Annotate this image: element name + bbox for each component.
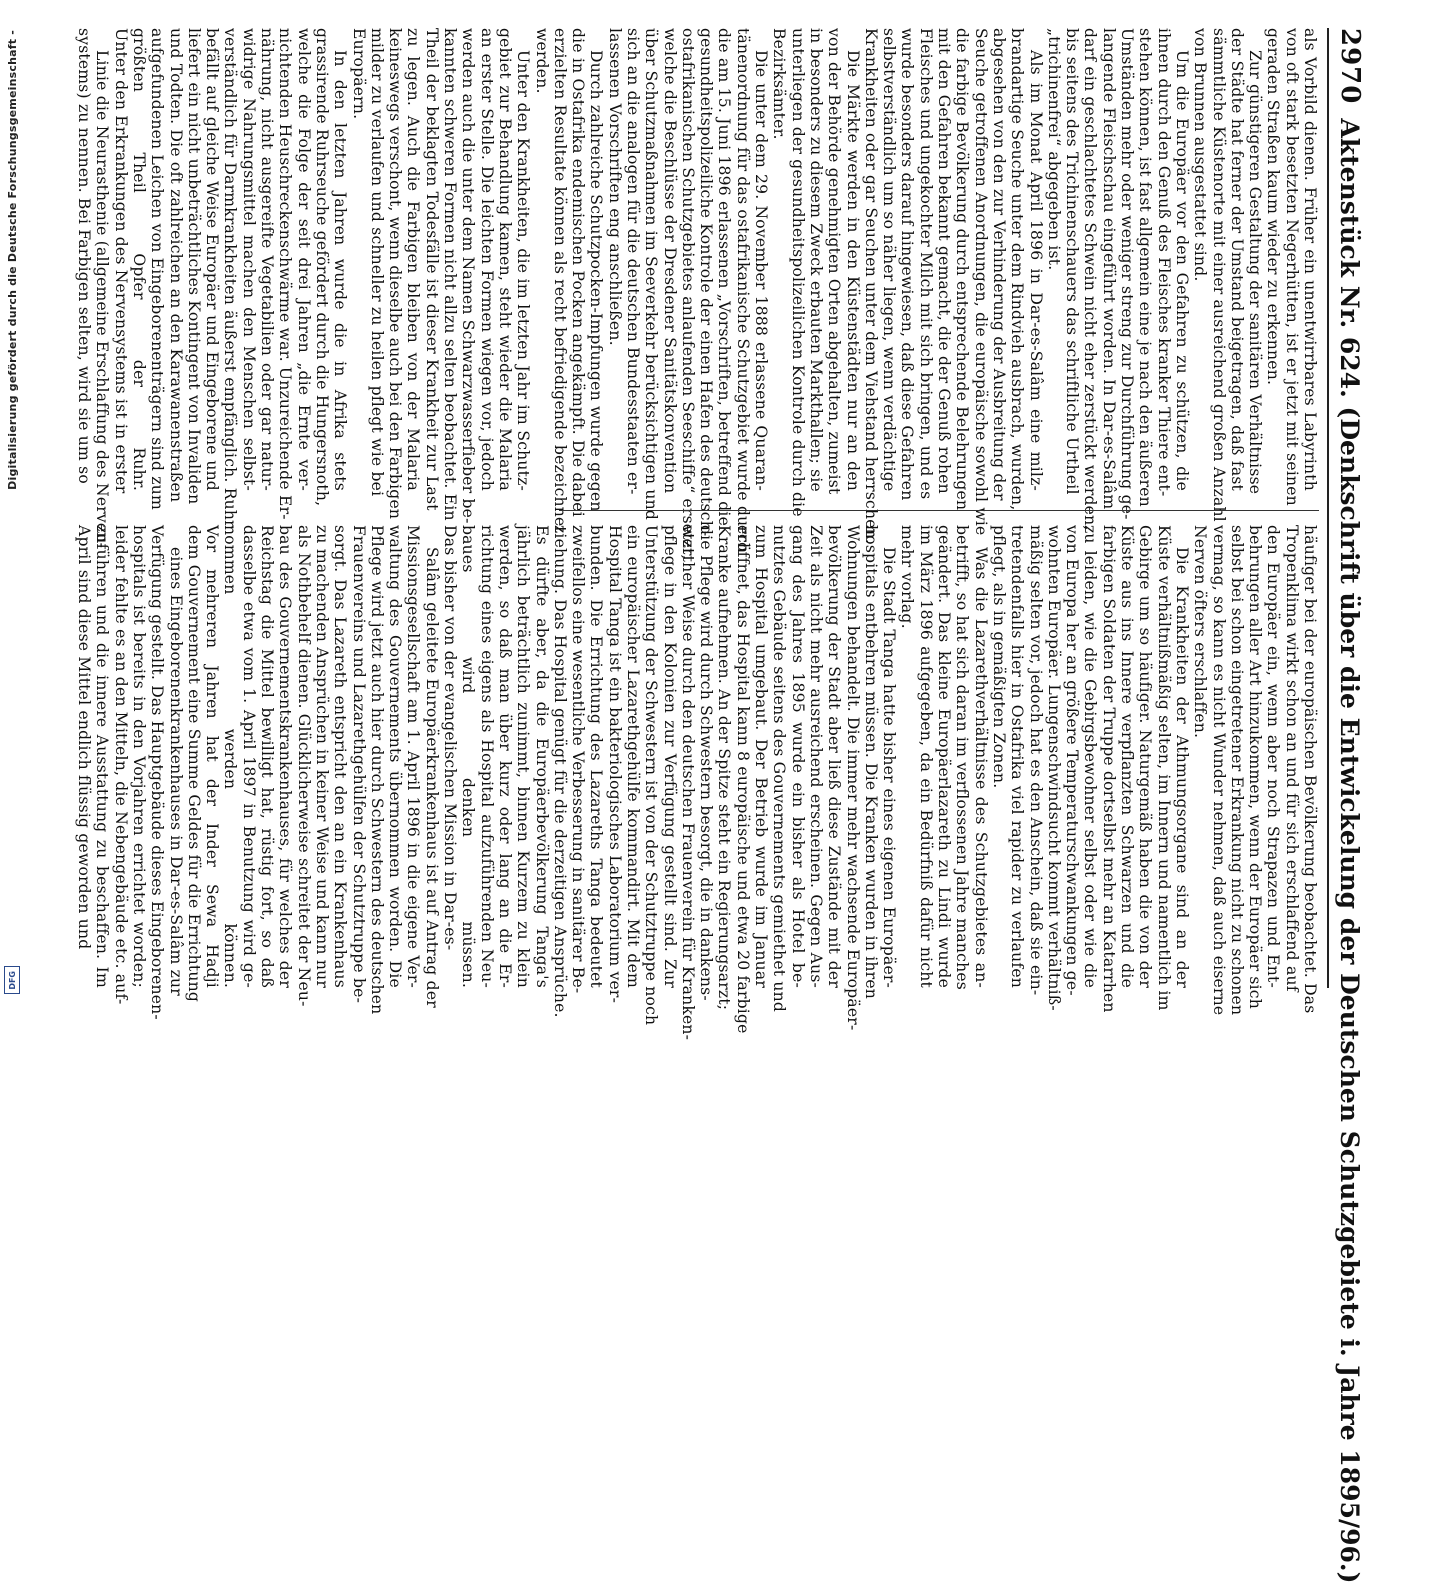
text-line: dasselbe etwa vom 1. April 1897 in Benutzung wird ge- (239, 525, 258, 988)
text-line: die am 15. Juni 1896 erlassenen „Vorschriften, betreffend die (715, 28, 734, 526)
text-line: welche die Beschlüsse der Dresdener Sanitätskonvention (660, 28, 679, 494)
text-line: keineswegs verschont, wenn dieselbe auch bei den Farbigen (386, 28, 405, 520)
text-line: zu legen. Auch die Farbigen bleiben von der Malaria (404, 28, 423, 491)
dfg-logo-text: DFG (7, 970, 17, 990)
text-line: betrifft, so hat sich daran im verflossenen Jahre manches (953, 525, 972, 990)
text-line: sorgt. Das Lazareth entspricht den an ein Krankenhaus (331, 525, 350, 988)
text-line: im März 1896 aufgegeben, da ein Bedürfniß dafür nicht (916, 525, 935, 988)
text-line: ein europäischer Lazarethgehülfe kommandirt. Mit dem (624, 525, 643, 988)
text-line: zweifellos eine wesentliche Verbesserung in sanitärer Be- (569, 525, 588, 994)
text-line: Fleisches und ungekochter Milch mit sich bringen, und es (916, 28, 935, 500)
text-line: wohnten Europäer. Lungenschwindsucht kommt verhältniß- (1044, 525, 1063, 1011)
text-line: Zeit als nicht mehr ausreichend erscheinen. Gegen Aus- (806, 525, 825, 988)
text-line: jährlich beträchtlich zunimmt, binnen Kurzem zu klein (514, 525, 533, 988)
text-line: „trichinenfrei“ abgegeben ist. (1044, 28, 1063, 271)
text-line: von Brunnen ausgestattet sind. (1191, 28, 1210, 282)
text-line: Die unter dem 29. November 1888 erlassene Quaran- (752, 50, 771, 491)
text-line: langende Fleischschau eingeführt worden. In Dar-es-Salâm (1099, 28, 1118, 510)
text-line: Tropenklima wirkt schon an und für sich erschlaffend auf (1282, 525, 1301, 992)
text-line: selbst bei schon eingetretener Erkrankung nicht zu schonen (1227, 525, 1246, 1016)
text-line: wurde besonders darauf hingewiesen, daß diese Gefahren (898, 28, 917, 501)
page-title: Aktenstück Nr. 624. (Denkschrift über die Entwickelung der Deutschen Schutzgebiete i. Jahre 1895/96.) (1335, 118, 1364, 1583)
text-line: Vor mehreren Jahren hat der Inder Sewa Hadji (203, 525, 222, 988)
text-line: tänenordnung für das ostafrikanische Schutzgebiet wurde durch (733, 28, 752, 554)
text-line: mäßig selten vor, jedoch hat es den Anschein, daß sie ein- (1026, 525, 1045, 996)
text-line: eines Eingeborenenkrankenhauses in Dar-es-Salâm zur (166, 547, 185, 996)
text-line: ostafrikanischen Schutzgebietes anlaufenden Seeschiffe“ ersetzt, (678, 28, 697, 560)
text-line: Pflege wird jetzt auch hier durch Schwestern des deutschen (367, 525, 386, 1015)
text-line: ihnen durch den Genuß des Fleisches kranker Thiere ent- (1154, 28, 1173, 497)
digitization-credit (6, 30, 24, 990)
text-line: Salâm geleitete Europäerkrankenhaus ist auf Antrag der (422, 547, 441, 1008)
text-line: bunden. Die Errichtung des Lazareths Tanga bedeutet (587, 525, 606, 988)
text-line: als Vorbild dienen. Früher ein unentwirrbares Labyrinth (1301, 28, 1319, 491)
text-line: Europäern. (349, 28, 368, 120)
text-line: häufiger bei der europäischen Bevölkerung beobachtet. Das (1301, 525, 1319, 1014)
text-line: sämmtliche Küstenorte mit einer ausreichend großen Anzahl (1209, 28, 1228, 522)
text-line: Krankheiten oder gar Seuchen unter dem Viehstand herrschen. (861, 28, 880, 545)
text-line: pflegt, als in gemäßigten Zonen. (989, 525, 1008, 789)
text-line: ziehung. Das Hospital genügt für die derzeitigen Ansprüche. (550, 525, 569, 1018)
page-header (1335, 28, 1377, 1583)
text-line: bis seitens des Trichinenschauers das schriftliche Urtheil (1063, 28, 1082, 495)
text-line: Was die Lazarethverhältnisse des Schutzgebietes an- (971, 547, 990, 988)
text-line: werden. (532, 28, 551, 94)
text-column-left (75, 28, 1319, 560)
text-line: Reichstag die Mittel bewilligt hat, rüstig fort, so daß (258, 525, 277, 988)
text-line: geändert. Das kleine Europäerlazareth zu Lindi wurde (935, 525, 954, 988)
text-line: kannten schweren Formen nicht allzu selten beobachtet. Ein (441, 28, 460, 521)
text-line: erzielten Resultate können als recht befriedigende bezeichnet (550, 28, 569, 533)
text-line: hospitals entbehren müssen. Die Kranken wurden in ihren (861, 525, 880, 1000)
text-line: Die Krankheiten der Athmungsorgane sind an der (1172, 547, 1191, 988)
text-line: verständlich für Darmkrankheiten äußerst empfänglich. Ruhr (221, 28, 240, 528)
text-line: milder zu verlaufen und schneller zu heilen pflegt wie bei (367, 28, 386, 497)
text-line: Um die Europäer vor den Gefahren zu schützen, die (1172, 50, 1191, 491)
text-line: Als im Monat April 1896 in Dar-es-Salâm eine milz- (1026, 50, 1045, 491)
text-line: Nerven öfters erschlaffen. (1191, 525, 1210, 739)
text-line: April sind diese Mittel endlich flüssig geworden und (75, 525, 94, 950)
text-line: bevölkerung der Stadt aber ließ diese Zustände mit der (825, 525, 844, 988)
text-line: aufgefundenen Leichen von Eingeborenenträgern sind zum (148, 28, 167, 510)
text-line: pflege in den Kolonien zur Verfügung gestellt sind. Zur (660, 525, 679, 988)
text-line: Linie die Neurasthenie (allgemeine Erschlaffung des Nerven- (93, 50, 112, 549)
text-line: waltung des Gouvernements übernommen worden. Die (386, 525, 405, 988)
text-line: Zur günstigeren Gestaltung der sanitären Verhältnisse (1246, 50, 1265, 495)
text-line: behrungen aller Art hinzukommen, wenn der Europäer sich (1246, 525, 1265, 1009)
text-line: Wohnungen behandelt. Die immer mehr wachsende Europäer- (843, 525, 862, 1031)
text-line: tretendenfalls hier in Ostafrika viel rapider zu verlaufen (1008, 525, 1027, 988)
text-line: darf ein geschlachtetes Schwein nicht eher zerstückt werden, (1081, 28, 1100, 531)
text-line: Küste verhältnißmäßig selten, im Innern und namentlich im (1154, 525, 1173, 1011)
text-line: mit den Gefahren bekannt gemacht, die der Genuß rohen (935, 28, 954, 494)
text-line: und Todten. Die oft zahlreichen an den Karawanenstraßen (166, 28, 185, 503)
text-line: farbigen Soldaten der Truppe dortselbst mehr an Katarrhen (1099, 525, 1118, 1013)
text-line: brandartige Seuche unter dem Rindvieh ausbrach, wurden, (1008, 28, 1027, 511)
text-line: Es dürfte aber, da die Europäerbevölkerung Tanga's (532, 525, 551, 988)
text-line: leider fehlte es an den Mitteln, die Nebengebäude etc. auf- (111, 525, 130, 1005)
text-line: Theil der beklagten Todesfälle ist dieser Krankheit zur Last (422, 28, 441, 511)
text-line: hospitals ist bereits in den Vorjahren errichtet worden; (130, 525, 148, 988)
text-line: welche die Folge der seit drei Jahren „die Ernte ver- (294, 28, 313, 491)
text-line: Die Märkte werden in den Küstenstädten nur an den (843, 50, 862, 491)
text-line: eröffnet, das Hospital kann 8 europäische und etwa 20 farbige (733, 525, 752, 1034)
text-line: Hospital Tanga ist ein bakteriologisches Laboratorium ver- (605, 525, 624, 1004)
text-line: Das bisher von der evangelischen Mission in Dar-es- (441, 525, 460, 951)
page-number: 2970 (1335, 28, 1365, 105)
text-line: selbstverständlich um so näher liegen, wenn verdächtige (880, 28, 899, 492)
text-line: gebiet zur Behandlung kamen, steht wieder die Malaria (495, 28, 514, 491)
text-line: den Europäer ein, wenn aber noch Strapazen und Ent- (1264, 525, 1283, 988)
credit-text: Digitalisierung gefördert durch die Deutsche Forschungsgemeinschaft - (6, 30, 19, 490)
header-rule (1327, 28, 1329, 988)
text-line: werther Weise durch den deutschen Frauenverein für Kranken- (678, 525, 697, 1041)
text-line: von Europa her an größere Temperaturschwankungen ge- (1063, 525, 1082, 996)
text-line: widrige Nahrungsmittel machen den Menschen selbst- (239, 28, 258, 491)
text-line: grassirende Ruhrseuche gefördert durch die Hungersnoth, (312, 28, 331, 507)
text-line: Unter den Erkrankungen des Nervensystems ist in erster (111, 28, 130, 494)
text-line: Küste aus ins Innere verpflanzten Schwarzen und die (1118, 525, 1137, 988)
text-line: bau des Gouvernementskrankenhauses, für welches der (276, 525, 295, 988)
text-line: gesundheitspolizeiliche Kontrole der einen Hafen des deutsch- (697, 28, 716, 537)
text-line: werden auch die unter dem Namen Schwarzwasserfieber be- (459, 28, 478, 524)
text-line: sich an die analogen für die deutschen Bundesstaaten er- (624, 28, 643, 495)
text-line: zuführen und die innere Ausstattung zu beschaffen. Im (93, 525, 112, 988)
text-line: zu machenden Ansprüchen in keiner Weise und kann nur (312, 525, 331, 988)
text-line: lassenen Vorschriften eng anschließen. (605, 28, 624, 346)
text-line: Seuche getroffenen Anordnungen, die europäische sowohl wie (971, 28, 990, 536)
text-line: abgesehen von den zur Verhinderung der Ausbreitung der (989, 28, 1008, 501)
text-line: Frauenvereins und Lazarethgehülfen der Schutztruppe be- (349, 525, 368, 1004)
text-line: nutztes Gebäude seitens des Gouvernements gemiethet und (770, 525, 789, 1013)
text-line: Gebirge um so häufiger. Naturgemäß haben die von der (1136, 525, 1155, 988)
text-line: zum Hospital umgebaut. Der Betrieb wurde im Januar (752, 525, 771, 988)
text-line: über Schutzmaßnahmen im Seeverkehr berücksichtigen und (642, 28, 661, 521)
text-line: geraden Straßen kaum wieder zu erkennen. (1264, 28, 1283, 386)
text-line: In den letzten Jahren wurde die in Afrika stets (331, 50, 350, 491)
text-line: werden, so daß man über kurz oder lang an die Er- (495, 525, 514, 988)
text-line: an erster Stelle. Die leichten Formen wiegen vor, jedoch (477, 28, 496, 491)
text-line: nichtenden Heuschreckenschwärme war. Unzureichende Er- (276, 28, 295, 520)
dfg-logo-icon (4, 966, 20, 994)
text-line: Die Stadt Tanga hatte bisher eines eigenen Europäer- (880, 547, 899, 988)
column-divider (559, 510, 1319, 511)
text-line: als Nothbehelf dienen. Glücklicherweise schreitet der Neu- (294, 525, 313, 1007)
text-line: Kranke aufnehmen. An der Spitze steht ein Regierungsarzt; (715, 525, 734, 1011)
text-line: systems) zu nennen. Bei Farbigen selten, wird sie um so (75, 28, 94, 484)
text-line: Verfügung gestellt. Das Hauptgebäude dieses Eingeborenen- (148, 525, 167, 1020)
text-line: unterliegen der gesundheitspolizeilichen Kontrole durch die (788, 28, 807, 517)
text-line: Umständen mehr oder weniger streng zur Durchführung ge- (1118, 28, 1137, 520)
text-line: von oft stark besetzten Negerhütten, ist er jetzt mit seinen (1282, 28, 1301, 506)
text-line: gang des Jahres 1895 wurde ein bisher als Hotel be- (788, 525, 807, 988)
text-line: Missionsgesellschaft am 1. April 1896 in die eigene Ver- (404, 525, 423, 988)
text-line: vermag, so kann es nicht Wunder nehmen, daß auch eiserne (1209, 525, 1228, 1016)
text-line: der Städte hat ferner der Umstand beigetragen, daß fast (1227, 28, 1246, 491)
text-line: richtung eines eigens als Hospital aufzuführenden Neu- (477, 525, 496, 988)
text-line: größten Theil Opfer der Ruhr. (130, 28, 148, 491)
text-line: in besonders zu diesem Zweck erbauten Markthallen; sie (806, 28, 825, 492)
text-line: stehen können, ist fast allgemein eine je nach den äußeren (1136, 28, 1155, 507)
text-line: zu leiden, wie die Gebirgsbewohner selbst oder wie die (1081, 525, 1100, 988)
text-line: nommen werden können. (221, 525, 240, 988)
text-line: Bezirksämter. (770, 28, 789, 140)
document-page (75, 28, 1377, 1583)
text-line: befällt auf gleiche Weise Europäer und Eingeborene und (203, 28, 222, 491)
text-line: die in Ostafrika endemischen Pocken angekämpft. Die dabei (569, 28, 588, 517)
text-line: liefert ein nicht unbeträchtliches Kontingent von Invaliden (184, 28, 203, 505)
text-column-right (75, 525, 1319, 1041)
text-line: Unterstützung der Schwestern ist von der Schutztruppe noch (642, 525, 661, 1026)
text-line: die Pflege wird durch Schwestern besorgt, die in dankens- (697, 525, 716, 1001)
text-line: baues wird denken müssen. (459, 525, 478, 988)
text-line: die farbige Bevölkerung durch entsprechende Belehrungen (953, 28, 972, 511)
text-line: dem Gouvernement eine Summe Geldes für die Errichtung (184, 525, 203, 1003)
text-line: Unter den Krankheiten, die im letzten Jahr im Schutz- (514, 50, 533, 491)
text-line: mehr vorlag. (898, 525, 917, 629)
text-line: Durch zahlreiche Schutzpocken-Impfungen wurde gegen (587, 50, 606, 512)
text-line: von der Behörde genehmigten Orten abgehalten, zumeist (825, 28, 844, 495)
text-line: nährung, nicht ausgereifte Vegetabilien oder gar natur- (258, 28, 277, 491)
